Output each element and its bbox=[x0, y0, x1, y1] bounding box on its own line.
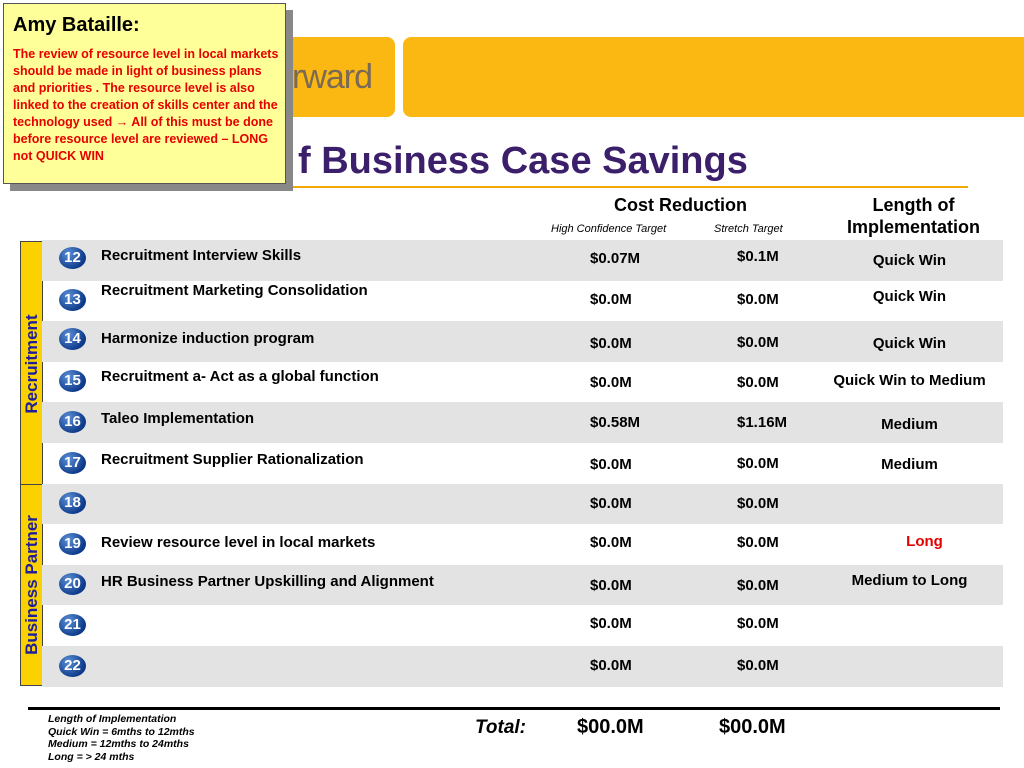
row-high-confidence: $0.0M bbox=[590, 534, 632, 552]
row-name: Harmonize induction program bbox=[101, 330, 315, 348]
banner-right bbox=[403, 37, 1024, 117]
table-row bbox=[42, 443, 1003, 484]
row-length: Medium bbox=[881, 416, 938, 434]
row-length: Medium to Long bbox=[851, 571, 968, 589]
row-high-confidence: $0.0M bbox=[590, 656, 632, 674]
row-high-confidence: $0.0M bbox=[590, 335, 632, 353]
savings-table bbox=[42, 240, 1003, 687]
table-row bbox=[42, 321, 1003, 362]
row-high-confidence: $0.0M bbox=[590, 455, 632, 473]
legend-quick-win: Quick Win = 6mths to 12mths bbox=[48, 725, 195, 738]
row-stretch: $0.0M bbox=[737, 373, 779, 391]
total-high-confidence: $00.0M bbox=[577, 716, 644, 738]
group-recruitment-label: Recruitment bbox=[21, 313, 41, 414]
row-number-badge: 16 bbox=[59, 411, 86, 433]
row-number-badge: 20 bbox=[59, 573, 86, 595]
row-length: Quick Win bbox=[872, 287, 947, 305]
row-number-badge: 17 bbox=[59, 452, 86, 474]
row-stretch: $0.0M bbox=[737, 494, 779, 512]
legend-medium: Medium = 12mths to 24mths bbox=[48, 738, 189, 750]
row-number-badge: 18 bbox=[59, 492, 86, 514]
legend-title: Length of Implementation bbox=[48, 713, 177, 725]
comment-text: The review of resource level in local markets should be made in light of business plans and priorities . The resource level is also linked to the creation of skills center and the technology used → All of this must be done before resource level are reviewed – LONG not QUICK WIN bbox=[13, 47, 279, 163]
header-cost-reduction: Cost Reduction bbox=[614, 195, 747, 215]
row-length: Long bbox=[906, 533, 943, 551]
legend-long: Long = > 24 mths bbox=[48, 750, 135, 763]
group-business-partner bbox=[20, 484, 43, 686]
row-name: Taleo Implementation bbox=[101, 410, 255, 428]
row-high-confidence: $0.58M bbox=[590, 414, 641, 432]
row-length: Quick Win to Medium bbox=[833, 371, 986, 389]
row-stretch: $0.0M bbox=[737, 334, 779, 352]
row-high-confidence: $0.0M bbox=[590, 576, 632, 594]
table-row bbox=[42, 605, 1003, 646]
row-name: HR Business Partner Upskilling and Alignment bbox=[101, 572, 434, 590]
row-stretch: $0.0M bbox=[737, 656, 779, 674]
row-number-badge: 12 bbox=[59, 247, 86, 269]
row-number-badge: 19 bbox=[59, 533, 86, 555]
row-length: Quick Win bbox=[872, 335, 947, 353]
row-stretch: $0.0M bbox=[737, 454, 779, 472]
row-stretch: $0.1M bbox=[737, 248, 779, 265]
row-length: Medium bbox=[881, 455, 938, 473]
table-bottom-rule bbox=[28, 707, 1000, 710]
header-high-confidence: High Confidence Target bbox=[551, 223, 667, 235]
row-name: Recruitment Marketing Consolidation bbox=[101, 281, 368, 299]
table-row bbox=[42, 362, 1003, 403]
row-high-confidence: $0.0M bbox=[590, 290, 632, 308]
table-row bbox=[42, 565, 1003, 606]
page-title: f Business Case Savings bbox=[298, 140, 748, 182]
row-stretch: $0.0M bbox=[737, 576, 779, 594]
table-row bbox=[42, 484, 1003, 525]
row-number-badge: 21 bbox=[59, 614, 86, 636]
row-number-badge: 14 bbox=[59, 328, 86, 350]
total-label: Total: bbox=[475, 717, 527, 738]
row-name: Recruitment Interview Skills bbox=[101, 247, 302, 264]
row-high-confidence: $0.0M bbox=[590, 615, 632, 633]
table-row bbox=[42, 524, 1003, 565]
row-name: Recruitment a- Act as a global function bbox=[101, 367, 379, 385]
row-stretch: $0.0M bbox=[737, 615, 779, 633]
row-stretch: $0.0M bbox=[737, 290, 779, 308]
comment-box[interactable] bbox=[3, 3, 286, 184]
length-legend bbox=[48, 713, 195, 763]
row-high-confidence: $0.0M bbox=[590, 494, 632, 512]
row-length: Quick Win bbox=[872, 252, 947, 269]
row-number-badge: 13 bbox=[59, 289, 86, 311]
row-high-confidence: $0.07M bbox=[590, 250, 641, 267]
title-underline bbox=[290, 186, 968, 188]
row-number-badge: 15 bbox=[59, 370, 86, 392]
table-row bbox=[42, 281, 1003, 322]
group-recruitment bbox=[20, 241, 43, 486]
total-stretch: $00.0M bbox=[719, 716, 786, 738]
row-name: Review resource level in local markets bbox=[101, 534, 376, 552]
row-name: Recruitment Supplier Rationalization bbox=[101, 450, 364, 468]
table-row bbox=[42, 240, 1003, 281]
header-length: Length of Implementation bbox=[846, 195, 980, 237]
row-number-badge: 22 bbox=[59, 655, 86, 677]
group-business-partner-label: Business Partner bbox=[21, 515, 41, 655]
row-high-confidence: $0.0M bbox=[590, 373, 632, 391]
brand-text: rward bbox=[292, 58, 373, 96]
header-stretch: Stretch Target bbox=[714, 223, 783, 235]
table-row bbox=[42, 402, 1003, 443]
row-stretch: $1.16M bbox=[737, 414, 788, 432]
table-row bbox=[42, 646, 1003, 687]
comment-author: Amy Bataille: bbox=[13, 14, 140, 36]
row-stretch: $0.0M bbox=[737, 534, 779, 552]
